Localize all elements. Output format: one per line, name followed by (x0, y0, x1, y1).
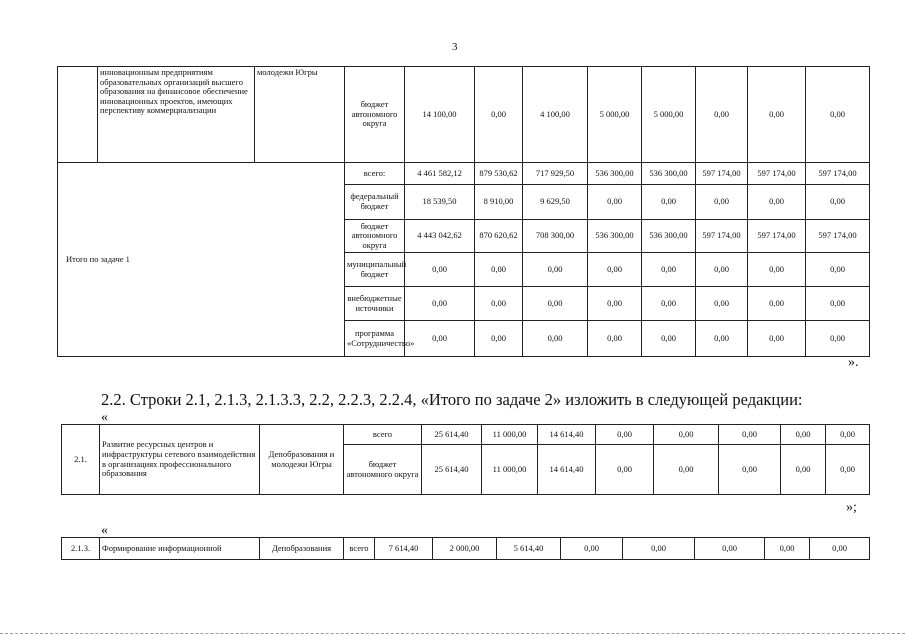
value-cell: 0,00 (806, 67, 870, 163)
value-cell: 708 300,00 (523, 220, 588, 253)
value-cell: 0,00 (405, 321, 475, 357)
value-cell: 0,00 (596, 425, 654, 445)
value-cell: 0,00 (806, 185, 870, 220)
table-task2-row-2-1 (61, 424, 870, 495)
source-cell: всего: (345, 163, 405, 185)
value-cell: 0,00 (696, 253, 748, 287)
value-cell: 0,00 (810, 538, 870, 560)
number-cell: 2.1. (62, 425, 100, 495)
value-cell: 597 174,00 (696, 220, 748, 253)
value-cell: 536 300,00 (588, 163, 642, 185)
closing-quote-2: »; (846, 500, 857, 515)
table-row (62, 538, 870, 560)
value-cell: 870 620,62 (475, 220, 523, 253)
value-cell: 0,00 (405, 253, 475, 287)
value-cell: 0,00 (696, 67, 748, 163)
source-cell: всего (344, 538, 375, 560)
value-cell: 7 614,40 (375, 538, 433, 560)
page-number: 3 (452, 41, 458, 53)
number-cell: 2.1.3. (62, 538, 100, 560)
value-cell: 0,00 (806, 287, 870, 321)
opening-quote-1: « (101, 410, 108, 425)
table-row (62, 425, 870, 445)
source-cell: всего (344, 425, 422, 445)
description-cell: инновационным предприятиям образовательных организаций высшего образования на финансовое обеспечение инновационных проектов, имеющих перспективу коммерциализации (98, 67, 255, 163)
source-cell: федеральный бюджет (345, 185, 405, 220)
value-cell: 536 300,00 (642, 220, 696, 253)
total-label-cell: Итого по задаче 1 (58, 163, 345, 357)
value-cell: 9 629,50 (523, 185, 588, 220)
value-cell: 0,00 (765, 538, 810, 560)
value-cell: 0,00 (475, 253, 523, 287)
value-cell: 536 300,00 (642, 163, 696, 185)
value-cell: 5 000,00 (588, 67, 642, 163)
value-cell: 0,00 (696, 287, 748, 321)
source-cell: внебюджетные источники (345, 287, 405, 321)
value-cell: 0,00 (588, 287, 642, 321)
table-task2-row-2-1-3 (61, 537, 870, 560)
section-heading: 2.2. Строки 2.1, 2.1.3, 2.1.3.3, 2.2, 2.2.3, 2.2.4, «Итого по задаче 2» изложить в следующей редакции: (101, 390, 803, 409)
value-cell: 597 174,00 (748, 163, 806, 185)
value-cell: 717 929,50 (523, 163, 588, 185)
source-cell: программа «Сотрудничество» (345, 321, 405, 357)
source-cell: бюджет автономного округа (344, 445, 422, 495)
value-cell: 0,00 (475, 321, 523, 357)
description-cell: Формирование информационной (100, 538, 260, 560)
value-cell: 0,00 (623, 538, 695, 560)
value-cell: 25 614,40 (422, 425, 482, 445)
value-cell: 0,00 (642, 185, 696, 220)
table-task1 (57, 66, 870, 357)
description-cell: Развитие ресурсных центров и инфраструктуры сетевого взаимодействия в организациях профессионального образования (100, 425, 260, 495)
value-cell: 0,00 (826, 445, 870, 495)
value-cell: 0,00 (748, 321, 806, 357)
table-row (58, 67, 870, 163)
value-cell: 2 000,00 (433, 538, 497, 560)
value-cell: 0,00 (719, 425, 781, 445)
value-cell: 0,00 (642, 287, 696, 321)
value-cell: 597 174,00 (806, 220, 870, 253)
value-cell: 14 614,40 (538, 445, 596, 495)
value-cell: 0,00 (748, 287, 806, 321)
value-cell: 11 000,00 (482, 425, 538, 445)
value-cell: 0,00 (806, 321, 870, 357)
value-cell: 4 443 042,62 (405, 220, 475, 253)
value-cell: 0,00 (719, 445, 781, 495)
value-cell: 0,00 (781, 425, 826, 445)
value-cell: 597 174,00 (748, 220, 806, 253)
value-cell: 25 614,40 (422, 445, 482, 495)
value-cell: 0,00 (695, 538, 765, 560)
value-cell: 4 461 582,12 (405, 163, 475, 185)
value-cell: 0,00 (654, 425, 719, 445)
value-cell: 18 539,50 (405, 185, 475, 220)
executor-cell: Депобразования (260, 538, 344, 560)
value-cell: 0,00 (523, 287, 588, 321)
value-cell: 0,00 (696, 321, 748, 357)
value-cell: 0,00 (642, 253, 696, 287)
value-cell: 0,00 (475, 287, 523, 321)
value-cell: 0,00 (748, 67, 806, 163)
value-cell: 5 000,00 (642, 67, 696, 163)
executor-cell: Депобразования и молодежи Югры (260, 425, 344, 495)
value-cell: 879 530,62 (475, 163, 523, 185)
closing-quote-1: ». (848, 355, 859, 370)
value-cell: 0,00 (826, 425, 870, 445)
value-cell: 0,00 (596, 445, 654, 495)
value-cell: 14 614,40 (538, 425, 596, 445)
value-cell: 0,00 (523, 321, 588, 357)
value-cell: 14 100,00 (405, 67, 475, 163)
value-cell: 0,00 (642, 321, 696, 357)
value-cell: 4 100,00 (523, 67, 588, 163)
value-cell: 0,00 (405, 287, 475, 321)
value-cell: 0,00 (561, 538, 623, 560)
source-cell: муниципальный бюджет (345, 253, 405, 287)
value-cell: 0,00 (806, 253, 870, 287)
value-cell: 11 000,00 (482, 445, 538, 495)
value-cell: 0,00 (588, 185, 642, 220)
value-cell: 0,00 (654, 445, 719, 495)
executor-cell: молодежи Югры (255, 67, 345, 163)
value-cell: 0,00 (748, 253, 806, 287)
value-cell: 0,00 (696, 185, 748, 220)
value-cell: 536 300,00 (588, 220, 642, 253)
value-cell: 5 614,40 (497, 538, 561, 560)
opening-quote-2: « (101, 523, 108, 538)
value-cell: 0,00 (748, 185, 806, 220)
value-cell: 0,00 (475, 67, 523, 163)
value-cell: 0,00 (588, 321, 642, 357)
number-cell (58, 67, 98, 163)
source-cell: бюджет автономного округа (345, 220, 405, 253)
source-cell: бюджет автономного округа (345, 67, 405, 163)
value-cell: 8 910,00 (475, 185, 523, 220)
value-cell: 597 174,00 (806, 163, 870, 185)
page-edge (0, 633, 905, 634)
value-cell: 0,00 (523, 253, 588, 287)
table-row (58, 163, 870, 185)
value-cell: 597 174,00 (696, 163, 748, 185)
value-cell: 0,00 (781, 445, 826, 495)
value-cell: 0,00 (588, 253, 642, 287)
